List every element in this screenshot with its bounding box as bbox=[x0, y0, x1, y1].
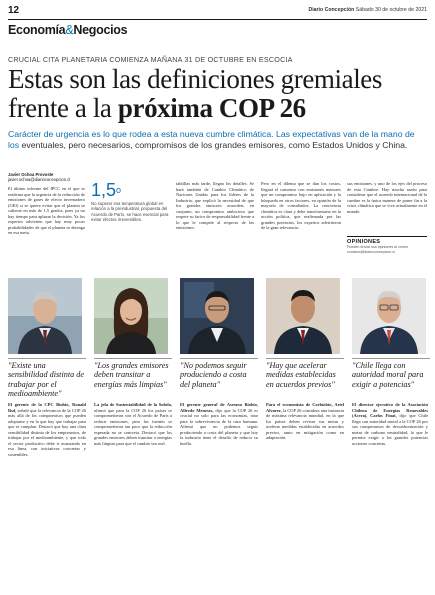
portrait-photo-5 bbox=[352, 278, 426, 354]
woman-portrait-icon bbox=[94, 278, 168, 354]
article-kicker: CRUCIAL CITA PLANETARIA COMIENZA MAÑANA 31 DE OCTUBRE EN ESCOCIA bbox=[8, 55, 293, 64]
story-lead: La jefa de Sustentabilidad de la Sofofa, bbox=[94, 402, 172, 407]
stat-caption: No superar esa temperatura global en relación a la preindustrial, propuesta del Acuerdo de París, se hace esencial para evitar efectos irreversibles. bbox=[91, 201, 169, 223]
author-email: javier.ochoa@diarioconcepcion.cl bbox=[8, 177, 71, 183]
opinion-label: OPINIONES bbox=[347, 239, 381, 245]
man-portrait-icon bbox=[266, 278, 340, 354]
story-body: dijo que la COP 26 es crucial no solo para las economías, sino para la sobrevivencia de la raza humana. Afirmó que no podemos seguir produciendo a costa del planeta y que hoy la industria tiene el desafío de reducir su huella. bbox=[180, 407, 258, 446]
opinion-subtext: Pueden enviar sus opiniones al correo contacto@diarioconcepcion.cl bbox=[347, 245, 409, 254]
newspaper-dateline bbox=[308, 7, 427, 13]
portrait-photo-4 bbox=[266, 278, 340, 354]
stat-number: 1,5 bbox=[91, 180, 117, 200]
section-part2: Negocios bbox=[73, 23, 128, 37]
author-name: Javier Ochoa Provoste bbox=[8, 172, 54, 177]
story-column-4 bbox=[266, 402, 344, 590]
quote-1: "Existe una sensibilidad distinta de trabajar por el medioambiente" bbox=[8, 358, 86, 398]
quote-3: "No podemos seguir produciendo a costa del planeta" bbox=[180, 358, 258, 389]
story-column-5 bbox=[352, 402, 428, 590]
quote-2: "Los grandes emisores deben transitar a energías más limpias" bbox=[94, 358, 172, 389]
man-portrait-icon bbox=[180, 278, 254, 354]
section-part1: Economía bbox=[8, 23, 66, 37]
issue-date: Sábado 30 de octubre de 2021 bbox=[355, 7, 427, 13]
byline bbox=[8, 172, 71, 183]
headline-line1: Estas son las definiciones gremiales bbox=[8, 64, 383, 94]
body-column-1: El último informe del IPCC en el que se reafirma que la urgencia de la reducción de emisiones de gases de efecto invernadero (GEI) si se quiere evitar que el planeta se caliente en más de 1,5 grados, pues ya no hay tiempo para aplazar la decisión. Ya los expertos advierten que hay muy pocas probabilidades de que el planeta se detenga en esa meta. bbox=[8, 186, 85, 236]
story-body: afirmó que para la COP 26 los países se comprometieron con el Acuerdo de París a reducir emisiones, pero las fuentes se comprometieron tan poco que la reducción esperada no se concreta. Destacó que los grandes emisores deben transitar a energías más limpias para que el cambio sea real. bbox=[94, 407, 172, 446]
stat-unit: o bbox=[116, 185, 122, 195]
portrait-photo-3 bbox=[180, 278, 254, 354]
headline-line2-emphasis: próxima COP 26 bbox=[117, 93, 306, 123]
story-column-1 bbox=[8, 402, 86, 590]
story-body: la COP 26 considera una instancia de máxima relevancia mundial, en la que los países deben revisar sus metas y acelerar medidas establecidas en acuerdos previos, tanto en mitigación como en adaptación. bbox=[266, 407, 344, 441]
portrait-photo-2 bbox=[94, 278, 168, 354]
section-title bbox=[8, 23, 427, 37]
page-number: 12 bbox=[8, 4, 20, 16]
article-headline bbox=[8, 65, 427, 123]
section-ampersand: & bbox=[65, 23, 74, 37]
story-lead: El gerente de la CPC Biobío, Ronald Ruf, bbox=[8, 402, 86, 413]
man-portrait-icon bbox=[352, 278, 426, 354]
opinion-box bbox=[347, 236, 427, 254]
story-column-3 bbox=[180, 402, 258, 590]
quote-5: "Chile llega con autoridad moral para exigir a potencias" bbox=[352, 358, 430, 389]
deck-highlight: Carácter de urgencia es lo que rodea a esta nueva cumbre climática. Las expectativas van de la mano de los bbox=[8, 129, 415, 151]
story-body: señaló que la relevancia de la COP 26 más allá de los compromisos que pueden adoptarse y en la que hay que trabajar para que se cumplan. Destacó que hay una clara sensibilidad distinta de los empresarios, de trabajar por el medioambiente, y que todo el sector productivo debe ir avanzando en esa línea, con iniciativas concretas y sostenibles. bbox=[8, 407, 86, 457]
story-body: dijo que Chile llega con autoridad moral a la COP 26 por sus compromisos de descarbonización y metas de carbono neutralidad, lo que le permite exigir a las grandes potencias acciones concretas. bbox=[352, 413, 428, 446]
headline-line2-start: frente a la bbox=[8, 93, 118, 123]
deck-rest: eventuales, pero necesarios, compromisos de los grandes emisores, como Estados Unidos y China. bbox=[19, 140, 408, 151]
story-lead: El director ejecutivo de la Asociación Chilena de Energías Renovables (Acera), Carlos Finat, bbox=[352, 402, 428, 419]
stat-box bbox=[91, 181, 171, 223]
article-deck bbox=[8, 129, 427, 151]
story-column-2 bbox=[94, 402, 172, 590]
man-portrait-icon bbox=[8, 278, 82, 354]
portrait-row bbox=[8, 278, 428, 354]
newspaper-name: Diario Concepción bbox=[308, 7, 355, 13]
body-column-4: sus emisiones, y uno de los ejes del proceso de esta Cumbre. Hay mucha razón para considerar que el acuerdo internacional de la cumbre es la única manera de poner fin a la crisis climática que se vive actualmente en el mundo. bbox=[347, 181, 427, 214]
portrait-photo-1 bbox=[8, 278, 82, 354]
page-header bbox=[8, 4, 427, 16]
quote-4: "Hay que acelerar medidas establecidas en acuerdos previos" bbox=[266, 358, 344, 389]
body-column-3: Pero en el dilema que se dan los costos, llegará el consenso con emisiones menores que un compromiso bajo en aplicación y la búsqueda en otros factores, en opinión de la mayoría de consultados. La conciencia climática es clara y debe transformarse en la acción política, que reafirmada por las grandes potencias, los expertos advirtieron de la gran relevancia. bbox=[261, 181, 341, 231]
stat-value bbox=[91, 181, 171, 199]
headline-line2 bbox=[8, 94, 427, 123]
body-column-2: tablillas más tarde, llegan los detalles. Se hará también de Cambio Climático de Naciones Unidas para los líderes de la Industria, que explicó la necesidad de que los grandes emisores acuerden, en conjunto, un compromiso ambicioso que respete su factor de responsabilidad frente a lo que le compete al respecto de las emisiones. bbox=[176, 181, 254, 231]
section-bar bbox=[8, 19, 427, 37]
story-lead: Para el economista de Corbiobío, Ariel Alvarez, bbox=[266, 402, 344, 413]
story-lead: El gerente general de Asexma Biobío, Alfredo Meneses, bbox=[180, 402, 258, 413]
